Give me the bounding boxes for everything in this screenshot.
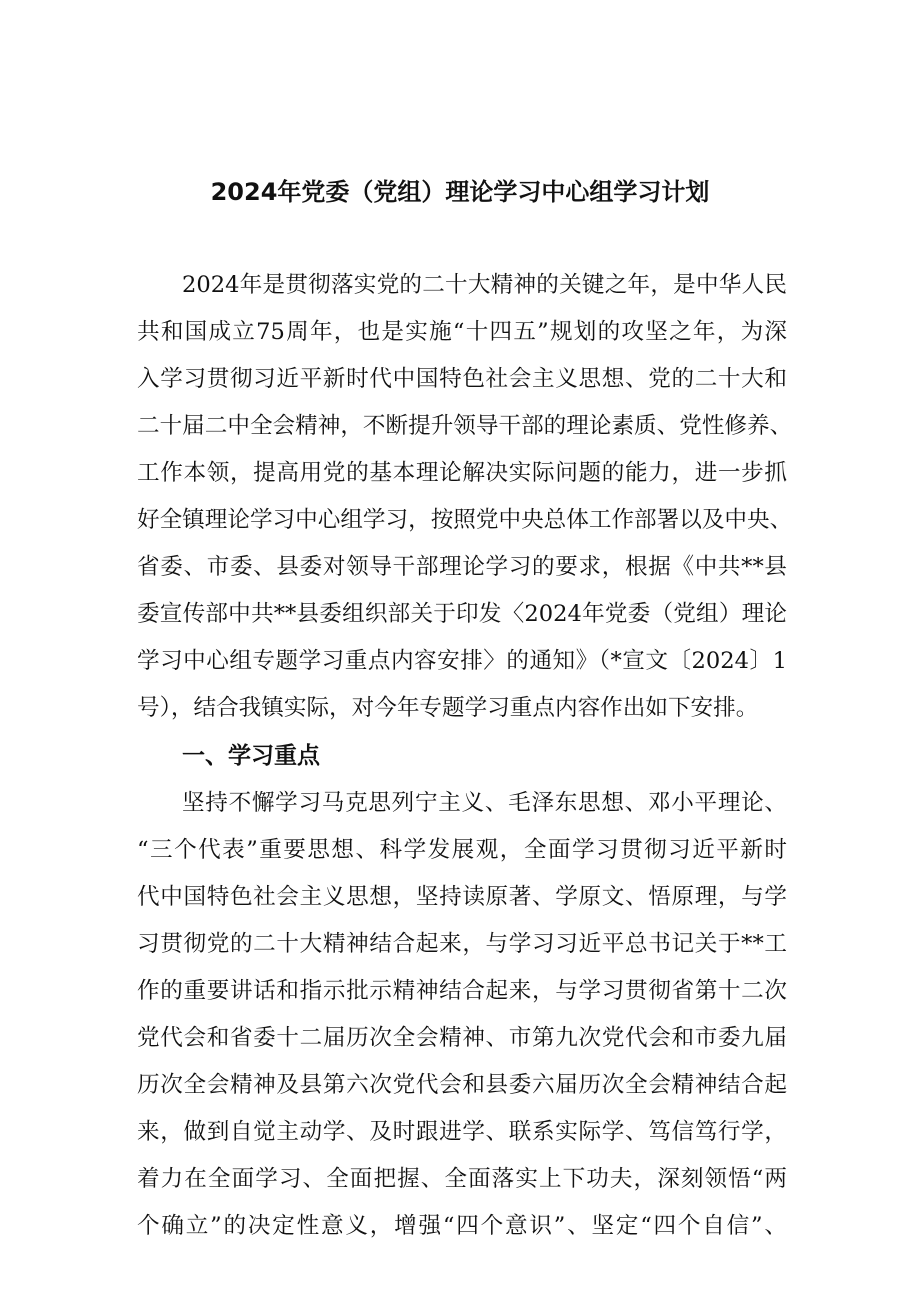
section1-line-9: 着力在全面学习、全面把握、全面落实上下功夫，深刻领悟“两 (137, 1166, 787, 1192)
section1-line-10: 个确立”的决定性意义，增强“四个意识”、坚定“四个自信”、 (137, 1213, 787, 1239)
intro-line-8: 委宣传部中共**县委组织部关于印发〈2024年党委（党组）理论 (137, 601, 787, 627)
intro-line-9: 学习中心组专题学习重点内容安排〉的通知》（*宣文〔2024〕1 (137, 648, 787, 674)
intro-line-7: 省委、市委、县委对领导干部理论学习的要求，根据《中共**县 (137, 554, 787, 580)
document-title: 2024年党委（党组）理论学习中心组学习计划 (210, 178, 710, 206)
intro-line-3: 入学习贯彻习近平新时代中国特色社会主义思想、党的二十大和 (137, 366, 787, 392)
section1-line-2: “三个代表”重要思想、科学发展观，全面学习贯彻习近平新时 (137, 837, 787, 863)
section1-line-4: 习贯彻党的二十大精神结合起来，与学习习近平总书记关于**工 (137, 931, 787, 957)
section1-line-1: 坚持不懈学习马克思列宁主义、毛泽东思想、邓小平理论、 (182, 790, 787, 816)
intro-line-4: 二十届二中全会精神，不断提升领导干部的理论素质、党性修养、 (137, 413, 793, 439)
intro-line-10: 号），结合我镇实际，对今年专题学习重点内容作出如下安排。 (137, 695, 759, 721)
intro-line-2: 共和国成立75周年，也是实施“十四五”规划的攻坚之年，为深 (137, 319, 787, 345)
section1-line-7: 历次全会精神及县第六次党代会和县委六届历次全会精神结合起 (137, 1072, 787, 1098)
intro-line-5: 工作本领，提高用党的基本理论解决实际问题的能力，进一步抓 (137, 460, 787, 486)
section-heading-study-focus: 一、学习重点 (182, 743, 320, 769)
intro-line-6: 好全镇理论学习中心组学习，按照党中央总体工作部署以及中央、 (137, 507, 793, 533)
section1-line-6: 党代会和省委十二届历次全会精神、市第九次党代会和市委九届 (137, 1025, 787, 1051)
section1-line-8: 来，做到自觉主动学、及时跟进学、联系实际学、笃信笃行学， (137, 1119, 787, 1145)
intro-line-1: 2024年是贯彻落实党的二十大精神的关键之年，是中华人民 (182, 272, 787, 298)
section1-line-5: 作的重要讲话和指示批示精神结合起来，与学习贯彻省第十二次 (137, 978, 787, 1004)
section1-line-3: 代中国特色社会主义思想，坚持读原著、学原文、悟原理，与学 (137, 884, 787, 910)
